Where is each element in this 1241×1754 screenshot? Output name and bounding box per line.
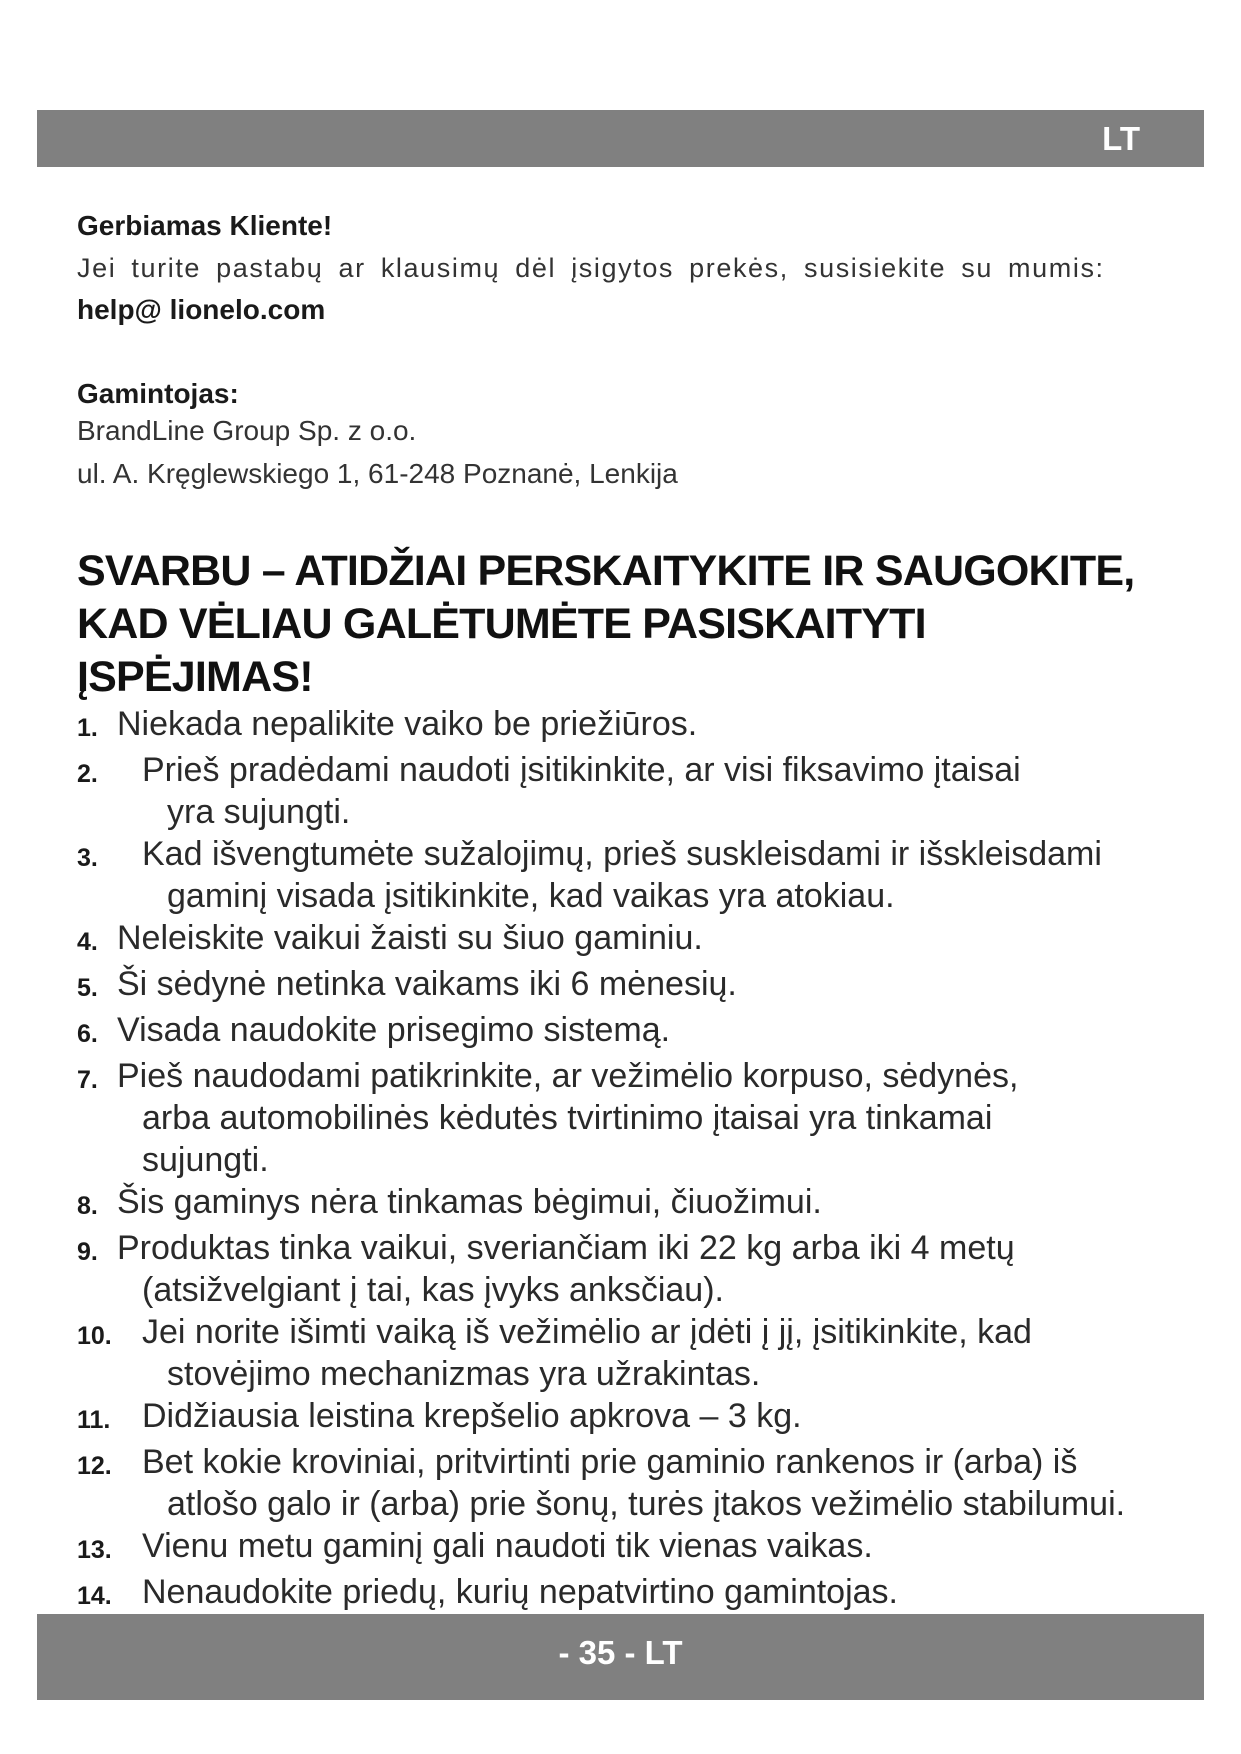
warning-item xyxy=(77,833,1187,917)
warning-item xyxy=(77,1395,1187,1441)
warning-text xyxy=(117,1181,822,1223)
manufacturer-title: Gamintojas: xyxy=(77,378,239,409)
warning-text xyxy=(117,703,697,745)
contact-email: help@ lionelo.com xyxy=(77,294,326,325)
warning-text xyxy=(117,917,703,959)
warning-text-line: (atsižvelgiant į tai, kas įvyks anksčiau). xyxy=(142,1271,724,1309)
warning-text-line: yra sujungti. xyxy=(167,793,351,831)
warning-text xyxy=(117,1227,1015,1311)
warning-number: 7. xyxy=(77,1066,98,1094)
warning-number: 4. xyxy=(77,928,98,956)
warning-item xyxy=(77,1009,1187,1055)
warning-text-line: gaminį visada įsitikinkite, kad vaikas yra atokiau. xyxy=(167,877,895,915)
language-code: LT xyxy=(1102,120,1140,157)
warning-number: 10. xyxy=(77,1322,112,1350)
warning-text xyxy=(136,1441,1125,1525)
warning-text-line: Didžiausia leistina krepšelio apkrova – 3 kg. xyxy=(142,1397,802,1435)
warning-text xyxy=(136,1395,802,1437)
warning-text xyxy=(117,1009,670,1051)
warning-item xyxy=(77,1227,1187,1311)
heading-line-3: ĮSPĖJIMAS! xyxy=(77,653,313,701)
warning-item xyxy=(77,963,1187,1009)
warning-text-line: Šis gaminys nėra tinkamas bėgimui, čiuožimui. xyxy=(117,1183,822,1221)
warnings-list xyxy=(77,703,1187,1617)
warning-item xyxy=(77,1571,1187,1617)
contact-title: Gerbiamas Kliente! xyxy=(77,210,333,241)
warning-item xyxy=(77,917,1187,963)
warning-number: 8. xyxy=(77,1192,98,1220)
contact-text: Jei turite pastabų ar klausimų dėl įsigytos prekės, susisiekite su mumis: xyxy=(77,253,1105,283)
manufacturer-name: BrandLine Group Sp. z o.o. xyxy=(77,415,417,446)
heading-line-2: KAD VĖLIAU GALĖTUMĖTE PASISKAITYTI xyxy=(77,600,926,648)
warning-text-line: sujungti. xyxy=(142,1141,269,1179)
warning-text-line: Jei norite išimti vaiką iš vežimėlio ar įdėti į jį, įsitikinkite, kad xyxy=(142,1313,1032,1351)
warning-number: 12. xyxy=(77,1452,112,1480)
warning-number: 13. xyxy=(77,1536,112,1564)
warning-text-line: Vienu metu gaminį gali naudoti tik vienas vaikas. xyxy=(142,1527,873,1565)
warning-number: 11. xyxy=(77,1406,111,1434)
warning-text xyxy=(136,1571,898,1613)
warning-item xyxy=(77,1441,1187,1525)
warning-text-line: atlošo galo ir (arba) prie šonų, turės įtakos vežimėlio stabilumui. xyxy=(167,1485,1126,1523)
warning-text-line: stovėjimo mechanizmas yra užrakintas. xyxy=(167,1355,761,1393)
warning-text-line: arba automobilinės kėdutės tvirtinimo įtaisai yra tinkamai xyxy=(142,1099,993,1137)
manufacturer-address: ul. A. Kręglewskiego 1, 61-248 Poznanė, Lenkija xyxy=(77,458,678,489)
warning-number: 14. xyxy=(77,1582,112,1610)
warning-text-line: Prieš pradėdami naudoti įsitikinkite, ar visi fiksavimo įtaisai xyxy=(142,751,1021,789)
warning-number: 2. xyxy=(77,760,98,788)
warning-item xyxy=(77,703,1187,749)
warning-text-line: Nenaudokite priedų, kurių nepatvirtino gamintojas. xyxy=(142,1573,899,1611)
footer-bar xyxy=(37,1614,1204,1700)
warning-heading xyxy=(77,545,1177,704)
page-number: - 35 - LT xyxy=(558,1634,683,1671)
warning-text xyxy=(117,833,1102,917)
warning-text-line: Niekada nepalikite vaiko be priežiūros. xyxy=(117,705,698,743)
warning-text-line: Neleiskite vaikui žaisti su šiuo gaminiu. xyxy=(117,919,703,957)
warning-number: 6. xyxy=(77,1020,98,1048)
warning-item xyxy=(77,1181,1187,1227)
warning-text xyxy=(117,963,737,1005)
warning-text-line: Produktas tinka vaikui, sveriančiam iki 22 kg arba iki 4 metų xyxy=(117,1229,1015,1267)
heading-line-1: SVARBU – ATIDŽIAI PERSKAITYKITE IR SAUGOKITE, xyxy=(77,547,1135,595)
warning-item xyxy=(77,749,1187,833)
header-bar xyxy=(37,110,1204,167)
warning-number: 9. xyxy=(77,1238,98,1266)
warning-text xyxy=(136,1525,873,1567)
warning-text-line: Ši sėdynė netinka vaikams iki 6 mėnesių. xyxy=(117,965,737,1003)
warning-number: 3. xyxy=(77,844,98,872)
warning-item xyxy=(77,1311,1187,1395)
warning-number: 1. xyxy=(77,714,98,742)
warning-text-line: Pieš naudodami patikrinkite, ar vežimėlio korpuso, sėdynės, xyxy=(117,1057,1019,1095)
warning-number: 5. xyxy=(77,974,98,1002)
warning-text xyxy=(136,1311,1032,1395)
warning-text xyxy=(117,749,1021,833)
warning-text-line: Visada naudokite prisegimo sistemą. xyxy=(117,1011,671,1049)
warning-text-line: Bet kokie kroviniai, pritvirtinti prie gaminio rankenos ir (arba) iš xyxy=(142,1443,1078,1481)
warning-text xyxy=(117,1055,1018,1181)
warning-item xyxy=(77,1055,1187,1181)
warning-text-line: Kad išvengtumėte sužalojimų, prieš suskleisdami ir išskleisdami xyxy=(142,835,1102,873)
warning-item xyxy=(77,1525,1187,1571)
